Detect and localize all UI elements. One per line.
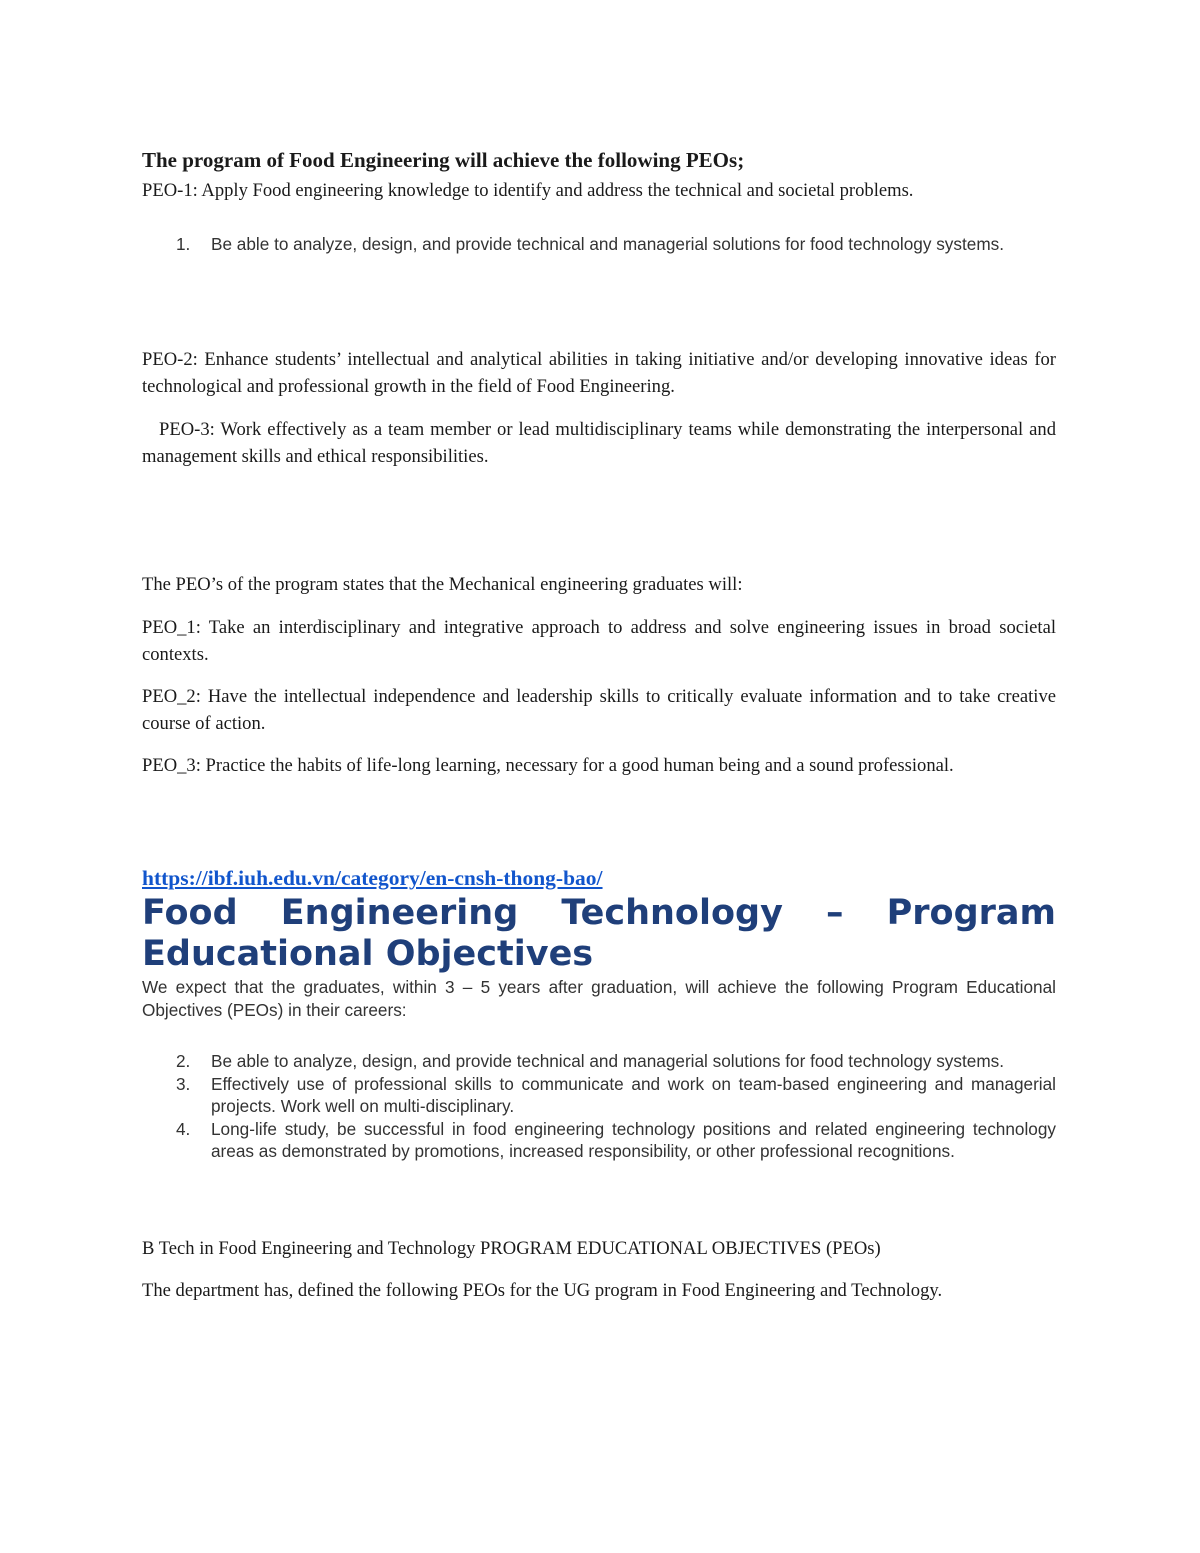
list-item-text: Be able to analyze, design, and provide technical and managerial solutions for food technology systems.: [211, 234, 1005, 254]
list-item: [142, 1118, 1056, 1163]
list-item-text: Be able to analyze, design, and provide technical and managerial solutions for food technology systems.: [211, 1051, 1005, 1071]
section3-title: Food Engineering Technology – Program Educational Objectives: [142, 893, 1056, 974]
section1-list: [142, 233, 1056, 256]
section1-heading: The program of Food Engineering will achieve the following PEOs;: [142, 148, 745, 172]
section4-body: The department has, defined the following PEOs for the UG program in Food Engineering and Technology.: [142, 1280, 943, 1301]
section3-list: [142, 1050, 1056, 1163]
list-item: [142, 233, 1056, 256]
section3-intro: We expect that the graduates, within 3 – 5 years after graduation, will achieve the following Program Educational Objectives (PEOs) in their careers:: [142, 977, 1056, 1020]
source-link[interactable]: https://ibf.iuh.edu.vn/category/en-cnsh-thong-bao/: [142, 866, 603, 890]
section1-peo3: PEO-3: Work effectively as a team member or lead multidisciplinary teams while demonstrating the interpersonal and management skills and ethical responsibilities.: [142, 419, 1056, 467]
list-item-text: Effectively use of professional skills to communicate and work on team-based engineering and managerial projects. Work well on multi-disciplinary.: [211, 1073, 1056, 1116]
list-item: [142, 1073, 1056, 1118]
section2-peo-1: PEO_1: Take an interdisciplinary and integrative approach to address and solve engineering issues in broad societal contexts.: [142, 617, 1056, 665]
section2-intro: The PEO’s of the program states that the Mechanical engineering graduates will:: [142, 574, 743, 595]
section2-peo-2: PEO_2: Have the intellectual independence and leadership skills to critically evaluate information and to take creative course of action.: [142, 686, 1056, 734]
list-item-number: 4.: [176, 1118, 191, 1139]
section1-peo2: PEO-2: Enhance students’ intellectual and analytical abilities in taking initiative and/or developing innovative ideas for technological and professional growth in the field of Food Engineering.: [142, 349, 1056, 397]
section2-peo-3: PEO_3: Practice the habits of life-long learning, necessary for a good human being and a sound professional.: [142, 755, 954, 776]
list-item-number: 1.: [176, 234, 191, 254]
list-item-number: 3.: [176, 1073, 191, 1094]
section1-peo1: PEO-1: Apply Food engineering knowledge to identify and address the technical and societal problems.: [142, 180, 914, 201]
section4-heading: B Tech in Food Engineering and Technology PROGRAM EDUCATIONAL OBJECTIVES (PEOs): [142, 1238, 881, 1259]
list-item-text: Long-life study, be successful in food engineering technology positions and related engineering technology areas as demonstrated by promotions, increased responsibility, or other professional recognitions.: [211, 1118, 1056, 1161]
list-item: [142, 1050, 1056, 1073]
list-item-number: 2.: [176, 1051, 191, 1071]
